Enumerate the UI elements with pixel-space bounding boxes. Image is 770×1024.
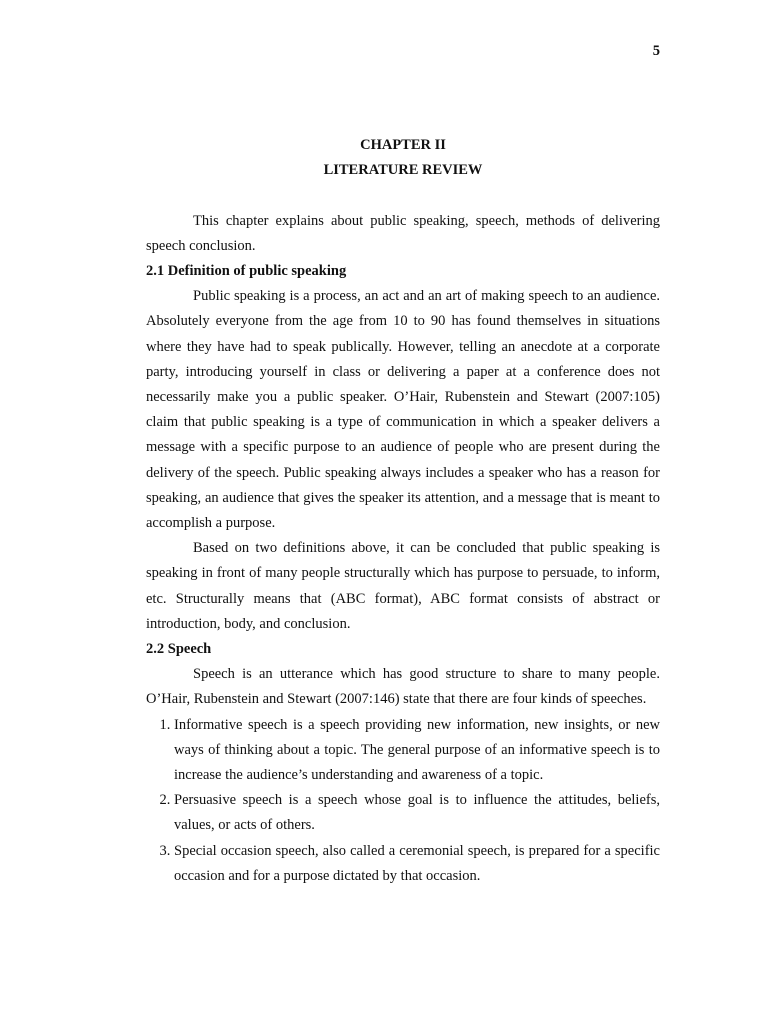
section-heading-2-2: 2.2 Speech — [146, 641, 212, 658]
section-heading-2-1: 2.1 Definition of public speaking — [146, 263, 347, 279]
section-2-2-paragraph: Speech is an utterance which has good structure to share to many people. O’Hair, Rubenstein and Stewart (2007:146) state that there are four kinds of speeches. — [146, 666, 660, 708]
spacer — [146, 183, 660, 208]
page-number: 5 — [652, 43, 660, 59]
list-item-persuasive: 2. Persuasive speech is a speech whose goal is to influence the attitudes, beliefs, values, or acts of others. — [174, 788, 660, 838]
page-content — [146, 131, 660, 889]
chapter-subtitle: LITERATURE REVIEW — [323, 162, 483, 179]
section-2-1-paragraph-2: Based on two definitions above, it can be concluded that public speaking is speaking in front of many people structurally which has purpose to persuade, to inform, etc. Structurally means that (ABC format), ABC format consists of abstract or introduction, body, and conclusion. — [146, 540, 660, 632]
section-2-1-paragraph-1: Public speaking is a process, an act and an art of making speech to an audience. Absolutely everyone from the age from 10 to 90 has found themselves in situations where they have had to speak publically. However, telling an anecdote at a corporate party, introducing yourself in class or delivering a paper at a conference does not necessarily make you a public speaker. O’Hair, Rubenstein and Stewart (2007:105) claim that public speaking is a type of communication in which a speaker delivers a message with a specific purpose to an audience of people who are present during the delivery of the speech. Public speaking always includes a speaker who has a reason for speaking, an audience that gives the speaker its attention, and a message that is meant to accomplish a purpose. — [146, 288, 660, 532]
speech-types-list — [146, 713, 660, 889]
intro-paragraph: This chapter explains about public speaking, speech, methods of delivering speech conclusion. — [146, 212, 660, 254]
list-item-special-occasion: 3. Special occasion speech, also called a ceremonial speech, is prepared for a specific occasion and for a purpose dictated by that occasion. — [174, 839, 660, 889]
list-item-informative: 1. Informative speech is a speech providing new information, new insights, or new ways of thinking about a topic. The general purpose of an informative speech is to increase the audience’s understanding and awareness of a topic. — [174, 713, 660, 789]
chapter-title: CHAPTER II — [360, 137, 446, 153]
